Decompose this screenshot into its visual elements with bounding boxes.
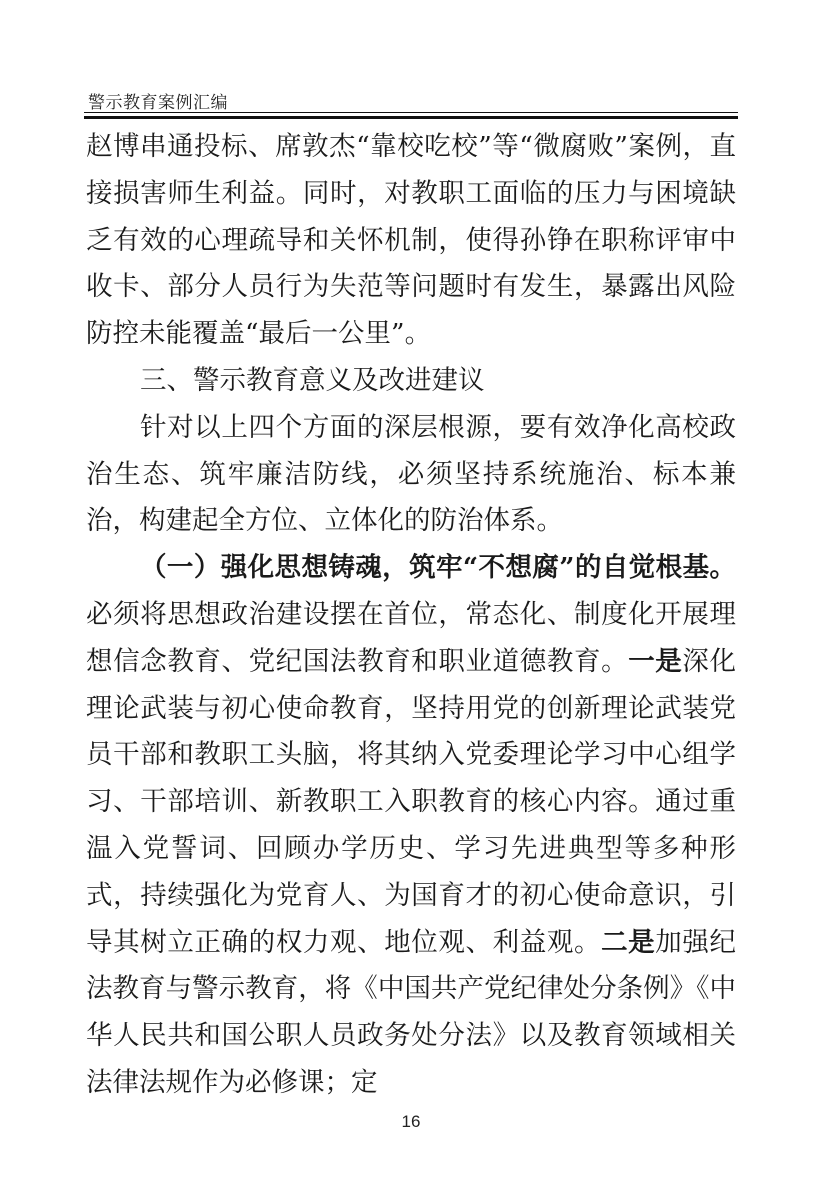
paragraph-continuation: 赵博串通投标、席敦杰“靠校吃校”等“微腐败”案例，直接损害师生利益。同时，对教职工面临的压力与困境缺乏有效的心理疏导和关怀机制，使得孙铮在职称评审中收卡、部分人员行为失范等问题时有发生，暴露出风险防控未能覆盖“最后一公里”。: [86, 131, 736, 350]
subsection-text: 必须将思想政治建设摆在首位，常态化、制度化开展理想信念教育、党纪国法教育和职业道德教育。: [86, 598, 736, 677]
point-one-label: 一是: [628, 645, 683, 677]
subsection-heading: （一）强化思想铸魂，筑牢“不想腐”的自觉根基。: [140, 552, 736, 584]
paragraph-intro: 针对以上四个方面的深层根源，要有效净化高校政治生态、筑牢廉洁防线，必须坚持系统施治、标本兼治，构建起全方位、立体化的防治体系。: [86, 411, 736, 537]
running-header-title: 警示教育案例汇编: [88, 93, 228, 113]
header-rule-thin: [84, 112, 738, 113]
header-rule-thick: [84, 116, 738, 119]
page-body: [86, 124, 736, 1107]
section-heading: 三、警示教育意义及改进建议: [140, 364, 485, 396]
point-two-label: 二是: [601, 926, 656, 958]
point-one-text: 深化理论武装与初心使命教育，坚持用党的创新理论武装党员干部和教职工头脑，将其纳入党委理论学习中心组学习、干部培训、新教职工入职教育的核心内容。通过重温入党誓词、回顾办学历史、学习先进典型等多种形式，持续强化为党育人、为国育才的初心使命意识，引导其树立正确的权力观、地位观、利益观。: [86, 645, 737, 958]
point-two-text: 加强纪法教育与警示教育，将《中国共产党纪律处分条例》《中华人民共和国公职人员政务处分法》以及教育领域相关法律法规作为必修课；定: [86, 926, 737, 1098]
paragraph-subsection-one: [86, 545, 736, 1107]
page-number: 16: [401, 1112, 421, 1131]
